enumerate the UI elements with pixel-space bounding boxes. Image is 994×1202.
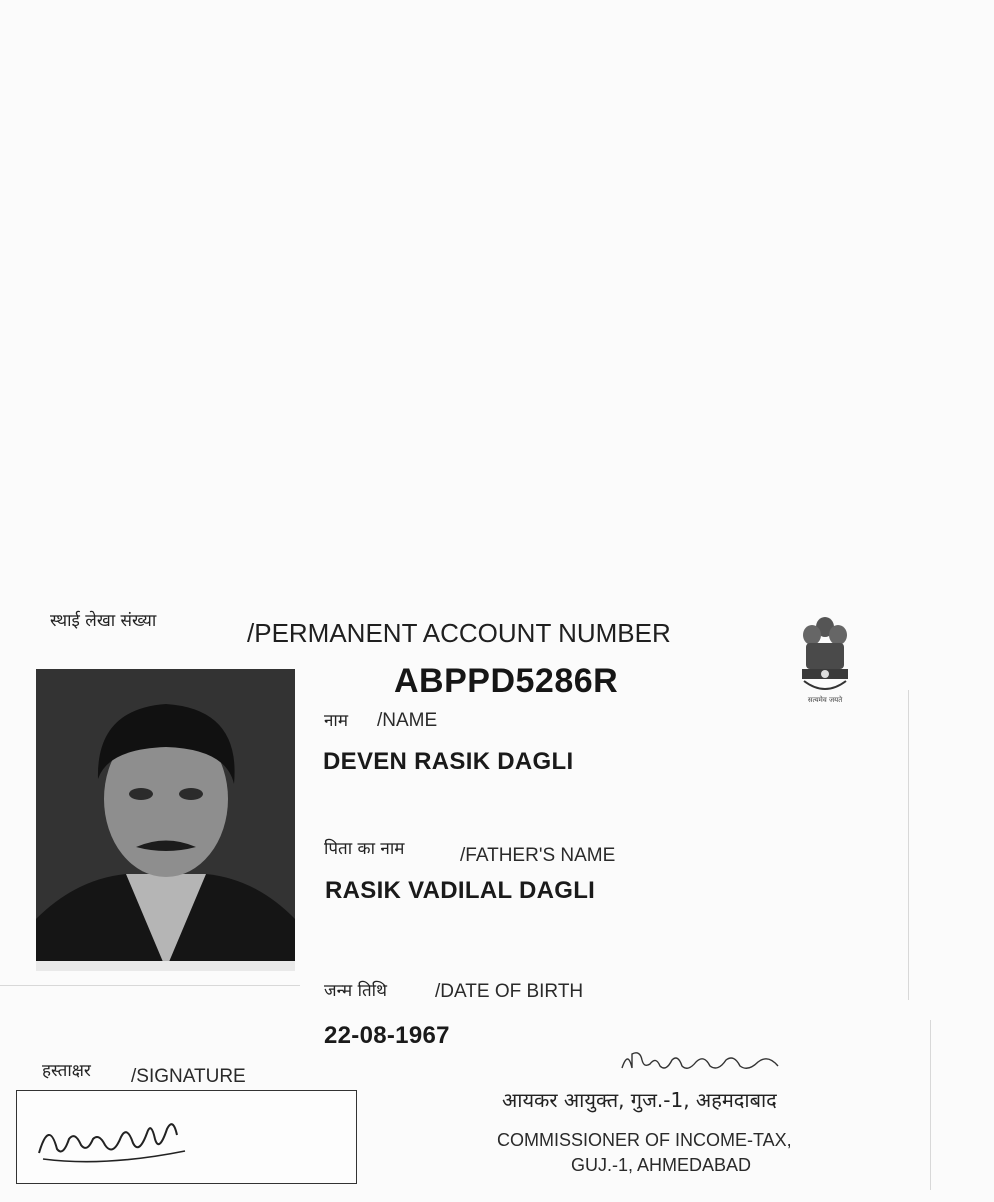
- signature-label-hindi: हस्ताक्षर: [42, 1061, 91, 1081]
- national-emblem: [792, 605, 858, 705]
- name-label-hindi: नाम: [324, 711, 349, 731]
- signature-box: [16, 1090, 357, 1184]
- cardholder-photo: [36, 669, 295, 971]
- name-value: DEVEN RASIK DAGLI: [323, 748, 574, 775]
- dob-label-hindi: जन्म तिथि: [324, 981, 387, 1001]
- cardholder-portrait: [36, 669, 295, 971]
- pan-label: /PERMANENT ACCOUNT NUMBER: [247, 618, 671, 648]
- scan-edge-line: [0, 985, 300, 986]
- issuer-line-1: COMMISSIONER OF INCOME-TAX,: [497, 1130, 792, 1150]
- father-name-label: /FATHER'S NAME: [460, 845, 616, 866]
- issuer-hindi: आयकर आयुक्त, गुज.-1, अहमदाबाद: [502, 1088, 777, 1112]
- commissioner-signature-image: [618, 1046, 788, 1080]
- dob-label: /DATE OF BIRTH: [435, 981, 584, 1002]
- dob-value: 22-08-1967: [324, 1022, 450, 1049]
- signature-label: /SIGNATURE: [131, 1066, 246, 1087]
- name-label: /NAME: [377, 710, 438, 731]
- father-name-value: RASIK VADILAL DAGLI: [325, 877, 596, 904]
- cardholder-signature-image: [35, 1109, 195, 1169]
- pan-label-hindi: स्थाई लेखा संख्या: [50, 611, 157, 631]
- emblem-motto: सत्यमेव जयते: [807, 696, 843, 704]
- scan-edge-line: [908, 690, 909, 1000]
- commissioner-signature: [618, 1046, 788, 1080]
- lion-capital-icon: [792, 605, 858, 705]
- issuer-line-2: GUJ.-1, AHMEDABAD: [571, 1155, 752, 1175]
- scan-edge-line: [930, 1020, 931, 1190]
- pan-number: ABPPD5286R: [394, 662, 619, 700]
- father-name-label-hindi: पिता का नाम: [324, 839, 405, 859]
